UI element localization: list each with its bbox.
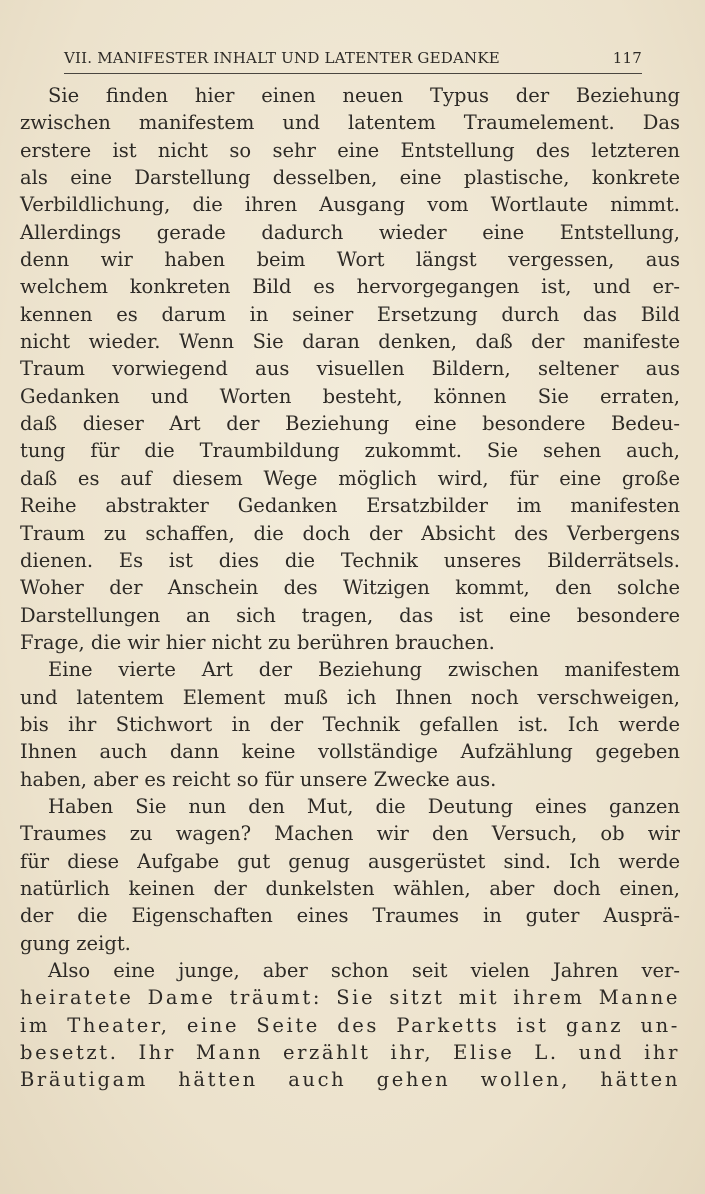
text-line: für diese Aufgabe gut genug ausgerüstet sind. Ich werde [20, 849, 680, 873]
text-line: nicht wieder. Wenn Sie daran denken, daß der manifeste [20, 330, 680, 354]
text-line: Eine vierte Art der Beziehung zwischen manifestem [48, 658, 680, 682]
text-line: erstere ist nicht so sehr eine Entstellung des letzteren [20, 138, 680, 162]
text-line: Traum vorwiegend aus visuellen Bildern, seltener aus [20, 357, 680, 381]
text-line: Traumes zu wagen? Machen wir den Versuch, ob wir [20, 822, 680, 846]
text-line: Traum zu schaffen, die doch der Absicht des Verbergens [20, 521, 680, 545]
text-line: Verbildlichung, die ihren Ausgang vom Wortlaute nimmt. [20, 193, 680, 217]
text-line: Frage, die wir hier nicht zu berühren brauchen. [20, 630, 495, 654]
text-line: Haben Sie nun den Mut, die Deutung eines ganzen [48, 794, 680, 818]
text-line: Allerdings gerade dadurch wieder eine Entstellung, [20, 220, 680, 244]
text-line: Ihnen auch dann keine vollständige Aufzählung gegeben [20, 740, 680, 764]
text-line: besetzt. Ihr Mann erzählt ihr, Elise L. und ihr [20, 1041, 680, 1065]
text-line: Reihe abstrakter Gedanken Ersatzbilder im manifesten [20, 494, 680, 518]
text-line: Also eine junge, aber schon seit vielen Jahren ver- [48, 959, 680, 982]
body-text [20, 82, 680, 1094]
text-line: daß es auf diesem Wege möglich wird, für eine große [20, 466, 680, 490]
text-line: bis ihr Stichwort in der Technik gefallen ist. Ich werde [20, 712, 680, 736]
text-line: gung zeigt. [20, 931, 131, 955]
text-line: Woher der Anschein des Witzigen kommt, den solche [20, 576, 680, 600]
text-line: welchem konkreten Bild es hervorgegangen ist, und er- [20, 275, 680, 299]
text-line: denn wir haben beim Wort längst vergessen, aus [20, 248, 680, 272]
text-line: zwischen manifestem und latentem Traumelement. Das [20, 111, 680, 135]
text-line: natürlich keinen der dunkelsten wählen, aber doch einen, [20, 876, 680, 900]
text-line: kennen es darum in seiner Ersetzung durch das Bild [20, 302, 680, 326]
text-line: der die Eigenschaften eines Traumes in guter Ausprä- [20, 904, 680, 928]
running-title: VII. MANIFESTER INHALT UND LATENTER GEDANKE [64, 49, 500, 67]
text-line: Bräutigam hätten auch gehen wollen, hätten [20, 1068, 680, 1092]
page-number: 117 [612, 49, 642, 67]
text-line: im Theater, eine Seite des Parketts ist ganz un- [20, 1013, 680, 1037]
text-line: Darstellungen an sich tragen, das ist eine besondere [20, 603, 680, 627]
text-line: daß dieser Art der Beziehung eine besondere Bedeu- [20, 412, 680, 436]
page-header [64, 49, 642, 74]
text-line: dienen. Es ist dies die Technik unseres Bilderrätsels. [20, 548, 680, 572]
text-line: haben, aber es reicht so für unsere Zwecke aus. [20, 767, 497, 791]
text-line: heiratete Dame träumt: Sie sitzt mit ihrem Manne [20, 986, 680, 1010]
text-line: Sie finden hier einen neuen Typus der Beziehung [48, 84, 680, 107]
text-line: als eine Darstellung desselben, eine plastische, konkrete [20, 166, 680, 190]
text-line: tung für die Traumbildung zukommt. Sie sehen auch, [20, 439, 680, 463]
text-line: und latentem Element muß ich Ihnen noch verschweigen, [20, 685, 680, 709]
text-line: Gedanken und Worten besteht, können Sie erraten, [20, 384, 680, 408]
